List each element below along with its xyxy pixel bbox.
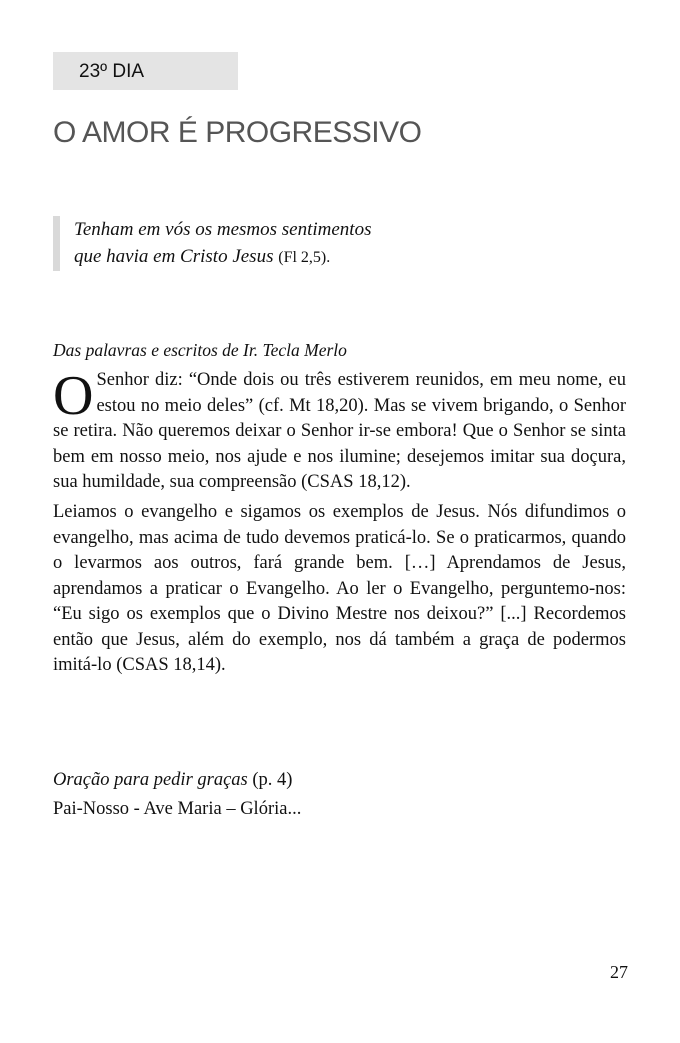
epigraph-line-2: [74, 243, 634, 271]
epigraph-reference: (Fl 2,5).: [278, 249, 331, 266]
paragraph-1: [53, 365, 626, 496]
prayer-label: Oração para pedir graças: [53, 770, 248, 790]
prayer-section: [53, 766, 301, 824]
prayer-line: Pai-Nosso - Ave Maria – Glória...: [53, 799, 302, 819]
day-label: 23º DIA: [53, 52, 238, 90]
source-label: Das palavras e escritos de Ir. Tecla Merlo: [53, 340, 347, 360]
prayer-heading: [53, 766, 301, 795]
page-number: 27: [610, 962, 628, 982]
epigraph-line-1: Tenham em vós os mesmos sentimentos: [74, 219, 372, 240]
body-text: [53, 365, 626, 683]
epigraph-line-2-text: que havia em Cristo Jesus: [74, 246, 274, 267]
epigraph-quote: [53, 216, 634, 271]
page-title: O AMOR É PROGRESSIVO: [53, 116, 422, 149]
paragraph-1-text: Senhor diz: “Onde dois ou três estiverem reunidos, em meu nome, eu estou no meio deles” (cf. Mt 18,20). Mas se vivem brigando, o Senhor se retira. Não queremos deixar o Senhor ir-se embora! Que o Senhor se sinta bem em nosso meio, nos ajude e nos ilumine; desejemos imitar sua doçura, sua humildade, sua compreensão (CSAS 18,12).: [53, 370, 626, 492]
drop-cap: O: [53, 365, 94, 427]
paragraph-2: Leiamos o evangelho e sigamos os exemplos de Jesus. Nós difundimos o evangelho, mas acima de tudo devemos praticá-lo. Se o praticarmos, quando o levarmos aos outros, fará grande bem. […] Aprendamos de Jesus, aprendamos a praticar o Evangelho. Ao ler o Evangelho, perguntemo-nos: “Eu sigo os exemplos que o Divino Mestre nos deixou?” [...] Recordemos então que Jesus, além do exemplo, nos dá também a graça de podermos imitá-lo (CSAS 18,14).: [53, 502, 626, 675]
prayer-page-ref: (p. 4): [247, 770, 293, 790]
